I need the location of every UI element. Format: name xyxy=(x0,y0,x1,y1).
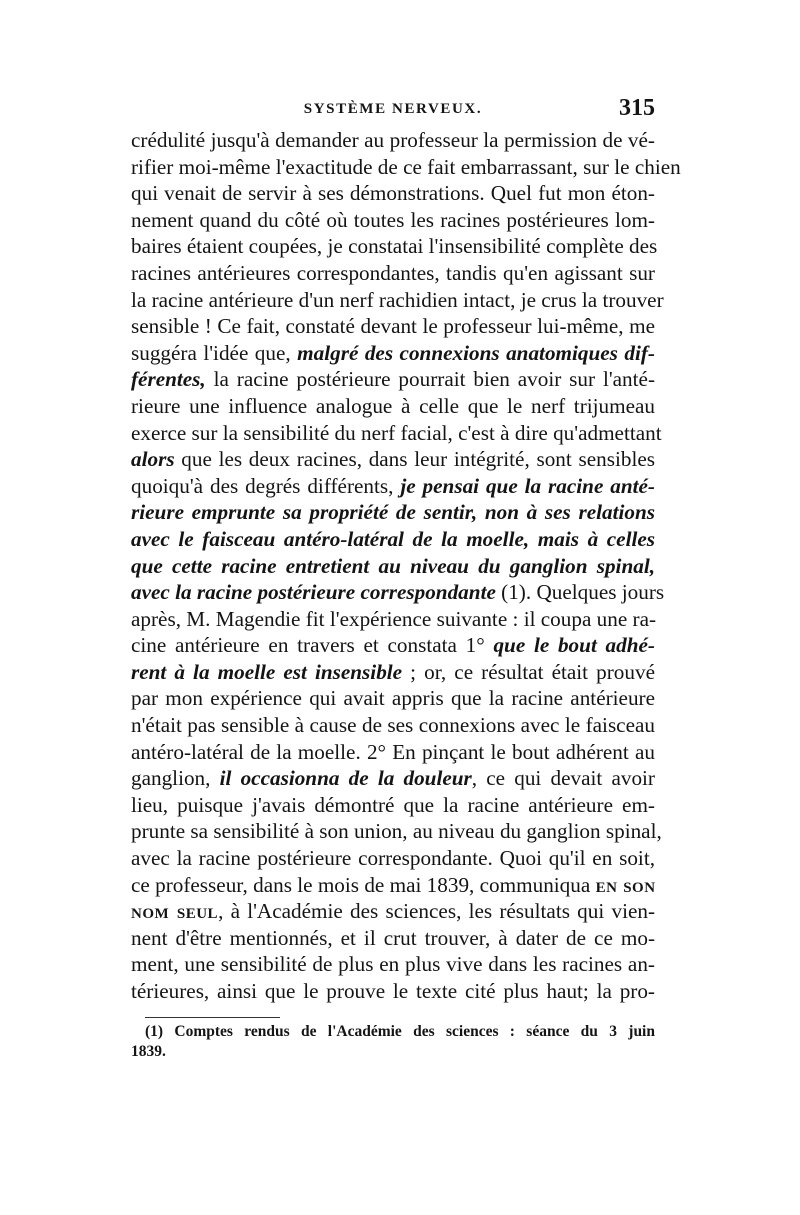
page-number: 315 xyxy=(619,95,655,121)
text-run: , ce qui devait avoir xyxy=(471,766,655,791)
text-run: rieure une influence analogue à celle que le nerf trijumeau xyxy=(131,393,655,418)
text-run: baires étaient coupées, je constatai l'insensibilité complète des xyxy=(131,234,658,259)
text-line xyxy=(131,685,655,712)
text-line xyxy=(131,712,655,739)
text-run: , à l'Académie des sciences, les résultats qui vien- xyxy=(218,899,656,924)
text-run: n'était pas sensible à cause de ses connexions avec le faisceau xyxy=(131,713,655,738)
running-title: SYSTÈME NERVEUX. xyxy=(303,101,483,117)
text-run: lieu, puisque j'avais démontré que la racine antérieure em- xyxy=(131,792,655,817)
text-line xyxy=(131,473,655,500)
text-line xyxy=(131,366,655,393)
footnote xyxy=(131,1022,655,1062)
text-run: ce professeur, dans le mois de mai 1839, communiqua xyxy=(131,872,596,897)
small-caps-run: nom seul xyxy=(131,899,219,924)
text-line xyxy=(131,553,655,580)
text-run: sensible ! Ce fait, constaté devant le professeur lui-même, me xyxy=(131,314,655,339)
text-line xyxy=(131,818,662,845)
text-run: la racine antérieure d'un nerf rachidien intact, je crus la trouver xyxy=(131,287,664,312)
text-line xyxy=(131,951,655,978)
text-run: exerce sur la sensibilité du nerf facial, c'est à dire qu'admettant xyxy=(131,420,662,445)
text-line xyxy=(131,659,655,686)
text-line xyxy=(131,499,655,526)
text-run: quoiqu'à des degrés différents, xyxy=(131,473,401,498)
text-line xyxy=(131,287,664,314)
text-run: nent d'être mentionnés, et il crut trouver, à dater de ce mo- xyxy=(131,925,655,950)
text-line xyxy=(131,313,655,340)
text-line xyxy=(131,340,655,367)
small-caps-run: en son xyxy=(595,872,656,897)
text-line xyxy=(131,925,655,952)
text-run: prunte sa sensibilité à son union, au niveau du ganglion spinal, xyxy=(131,819,662,844)
text-run: la racine postérieure pourrait bien avoir sur l'anté- xyxy=(205,367,655,392)
text-line xyxy=(131,606,655,633)
italic-run: je pensai que la racine anté- xyxy=(400,473,655,498)
text-line xyxy=(131,420,662,447)
text-run: ganglion, xyxy=(131,766,220,791)
text-run: cine antérieure en travers et constata 1° xyxy=(131,633,494,658)
italic-run: que cette racine entretient au niveau du ganglion spinal, xyxy=(131,553,655,578)
footnote-line: (1) Comptes rendus de l'Académie des sciences : séance du 3 juin xyxy=(145,1023,655,1040)
body-text xyxy=(131,127,681,1005)
italic-run: il occasionna de la douleur xyxy=(219,766,472,791)
text-run: térieures, ainsi que le prouve le texte cité plus haut; la pro- xyxy=(131,979,655,1003)
italic-run: que le bout adhé- xyxy=(493,633,655,658)
text-run: racines antérieures correspondantes, tandis qu'en agissant sur xyxy=(131,260,655,285)
text-line xyxy=(131,579,665,606)
text-run: suggéra l'idée que, xyxy=(131,340,298,365)
text-run: antéro-latéral de la moelle. 2° En pinçant le bout adhérent au xyxy=(131,739,655,764)
text-line xyxy=(131,632,655,659)
text-line xyxy=(131,446,655,473)
italic-run: rent à la moelle est insensible xyxy=(131,659,403,684)
text-run: nement quand du côté où toutes les racines postérieures lom- xyxy=(131,207,655,232)
italic-run: alors xyxy=(131,447,175,472)
text-line xyxy=(131,180,655,207)
running-head xyxy=(131,96,655,122)
text-run: par mon expérience qui avait appris que la racine antérieure xyxy=(131,686,655,711)
text-line xyxy=(131,127,655,154)
text-line xyxy=(131,872,655,899)
text-line xyxy=(131,526,655,553)
italic-run: avec le faisceau antéro-latéral de la moelle, mais à celles xyxy=(131,526,655,551)
text-run: crédulité jusqu'à demander au professeur la permission de vé- xyxy=(131,128,655,152)
text-line xyxy=(131,233,658,260)
text-line xyxy=(131,978,655,1005)
text-run: avec la racine postérieure correspondante. Quoi qu'il en soit, xyxy=(131,846,655,871)
text-run: qui venait de servir à ses démonstrations. Quel fut mon éton- xyxy=(131,181,655,206)
text-line xyxy=(131,154,681,181)
text-line xyxy=(131,765,655,792)
text-run: rifier moi-même l'exactitude de ce fait embarrassant, sur le chien xyxy=(131,154,681,179)
italic-run: malgré des connexions anatomiques dif- xyxy=(297,340,655,365)
text-line xyxy=(131,792,655,819)
text-run: ; or, ce résultat était prouvé xyxy=(402,659,655,684)
footnote-line: 1839. xyxy=(131,1043,166,1060)
text-run: que les deux racines, dans leur intégrité, sont sensibles xyxy=(174,447,655,472)
text-line xyxy=(131,207,655,234)
footnote-rule xyxy=(145,1017,280,1018)
text-line xyxy=(131,845,655,872)
text-run: (1). Quelques jours xyxy=(495,580,665,605)
text-run: après, M. Magendie fit l'expérience suivante : il coupa une ra- xyxy=(131,606,657,631)
text-line xyxy=(131,393,655,420)
italic-run: férentes, xyxy=(131,367,206,392)
italic-run: avec la racine postérieure correspondante xyxy=(131,580,496,605)
text-line xyxy=(131,260,655,287)
text-line xyxy=(131,898,655,925)
text-run: ment, une sensibilité de plus en plus vive dans les racines an- xyxy=(131,952,655,977)
italic-run: rieure emprunte sa propriété de sentir, non à ses relations xyxy=(131,500,655,525)
text-line xyxy=(131,739,655,766)
